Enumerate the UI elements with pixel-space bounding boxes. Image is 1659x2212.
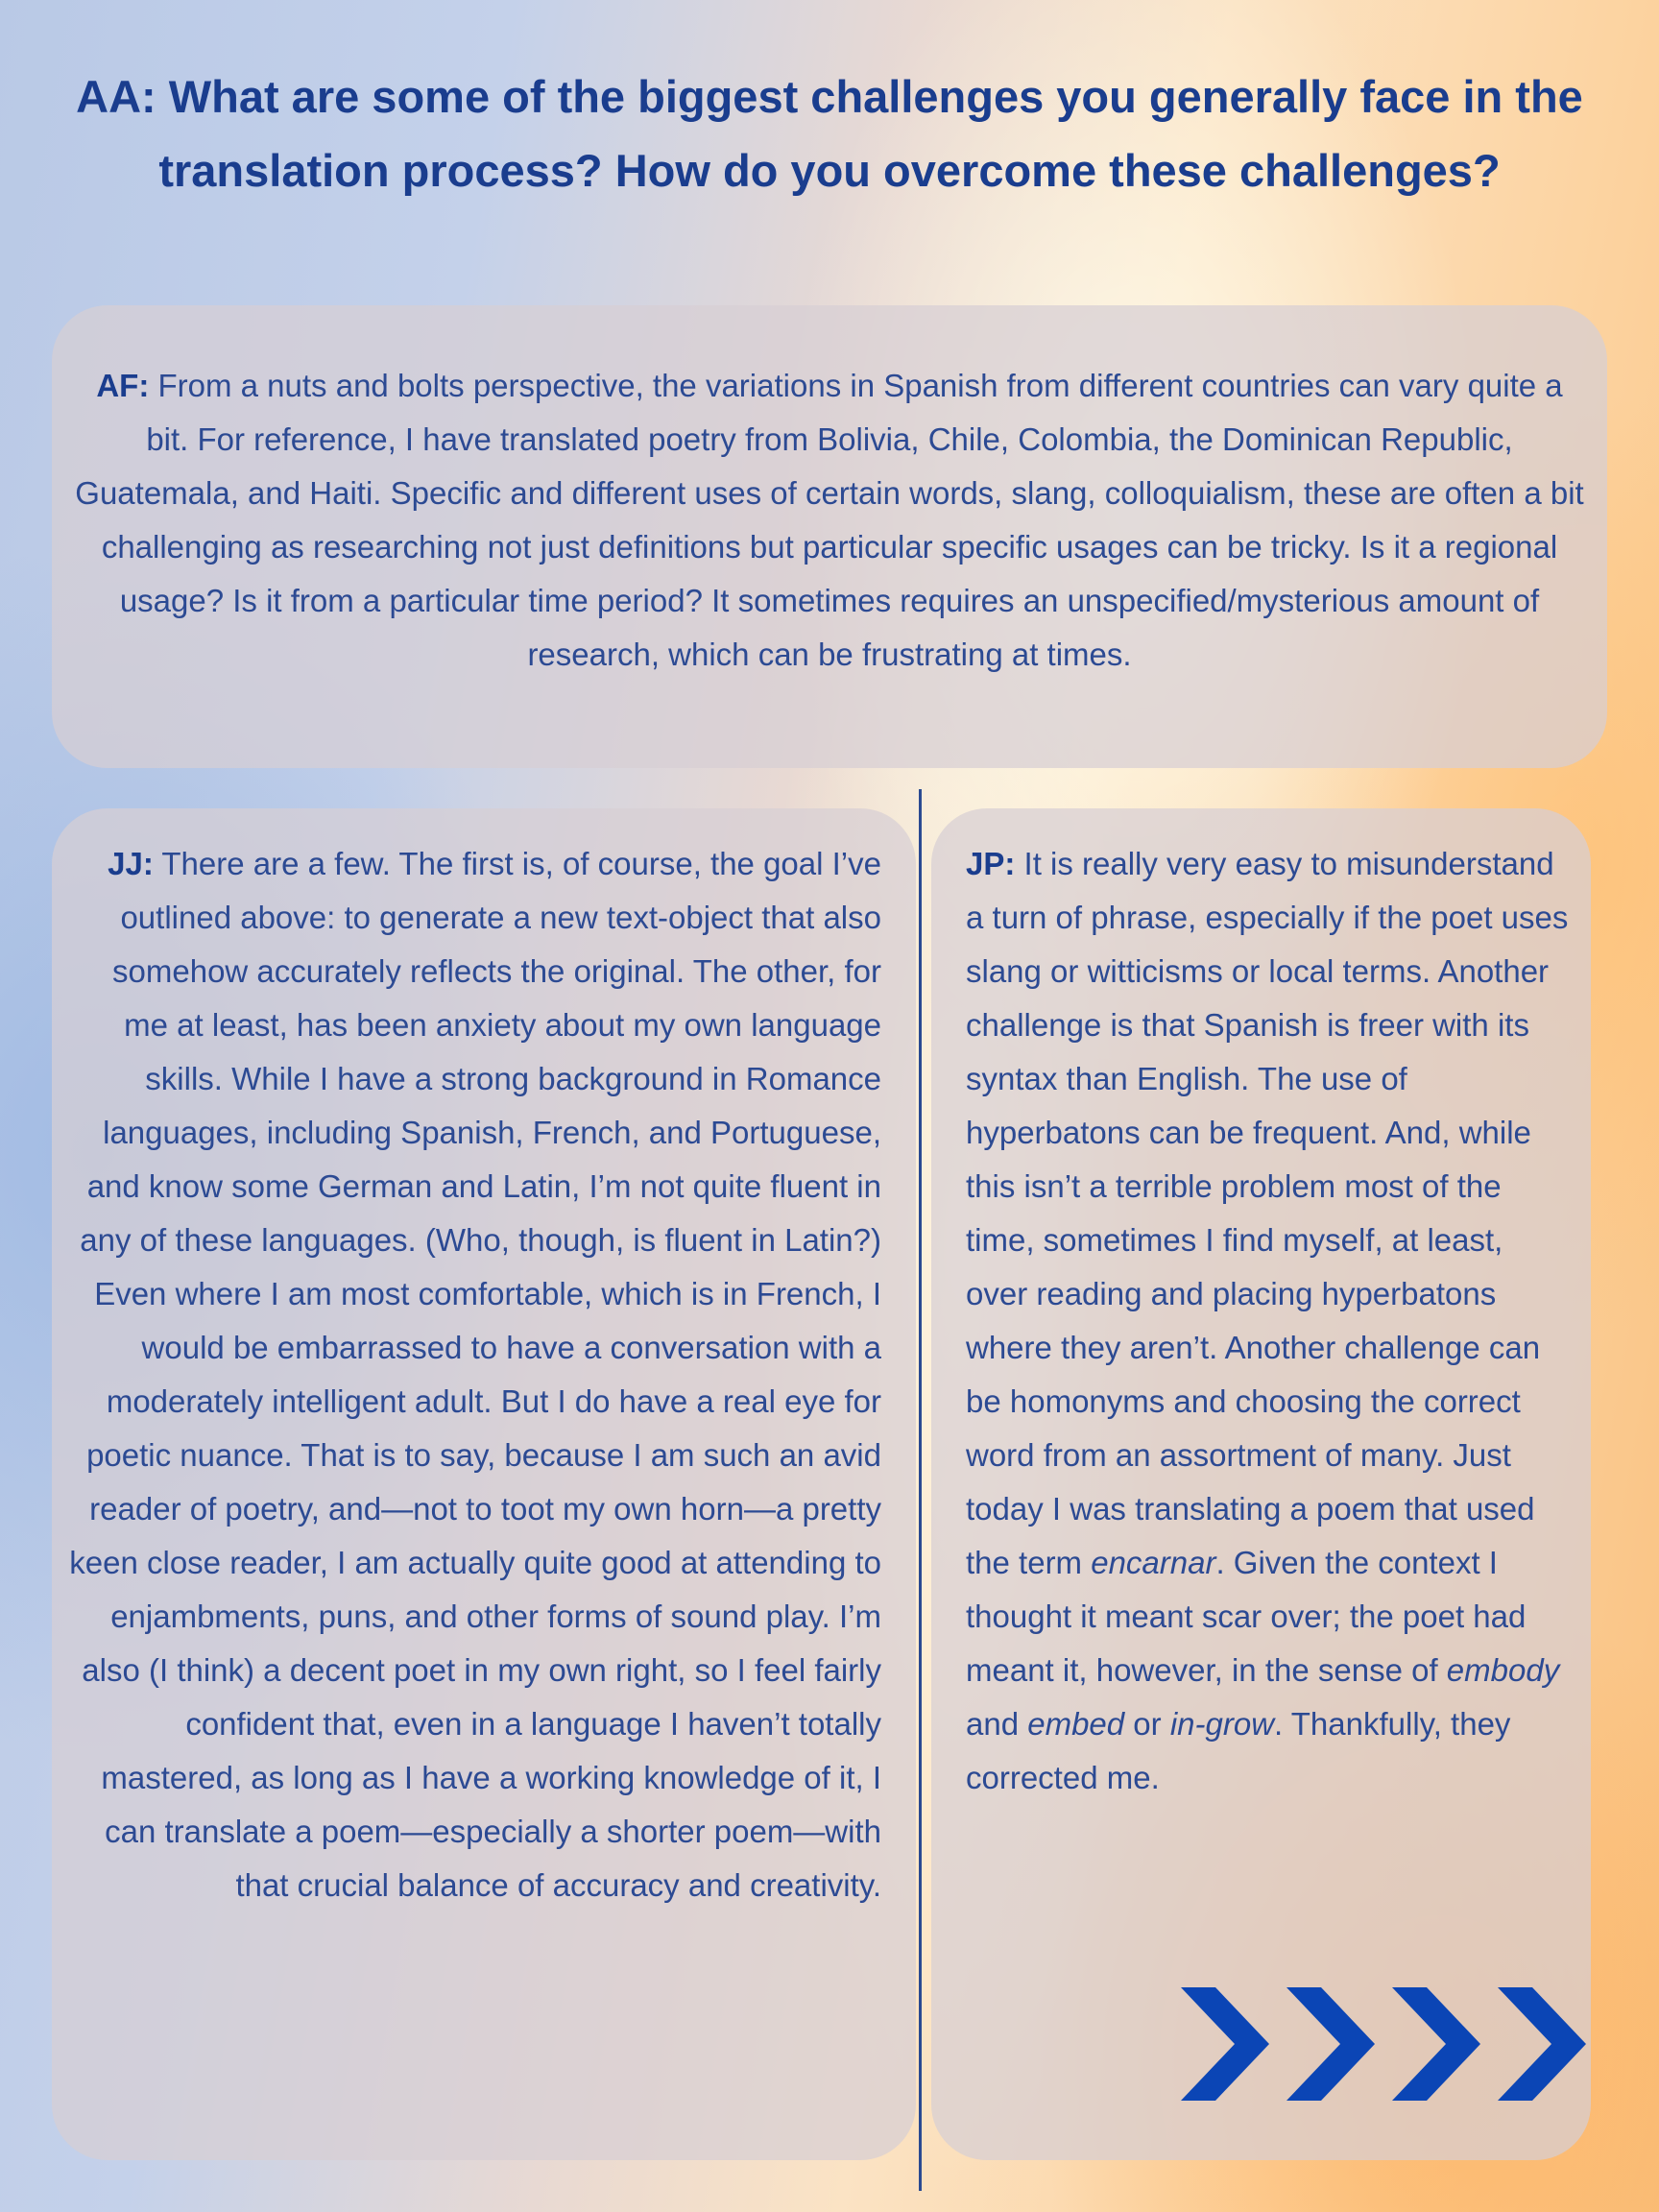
speaker-label-jp: JP: xyxy=(966,846,1016,881)
next-page-chevrons[interactable] xyxy=(1181,1987,1588,2101)
answer-text-jp-part4: or xyxy=(1124,1706,1170,1742)
answer-jj xyxy=(65,837,881,1912)
term-embed: embed xyxy=(1027,1706,1125,1742)
speaker-label-af: AF: xyxy=(96,368,150,403)
answer-text-jp-part1: It is really very easy to misunderstand a turn of phrase, especially if the poet uses slang or witticisms or local terms. Another challenge is that Spanish is freer with its syntax than English. The use of hyperbatons can be frequent. And, while this isn’t a terrible problem most of the time, sometimes I find myself, at least, over reading and placing hyperbatons where they aren’t. Another challenge can be homonyms and choosing the correct word from an assortment of many. Just today I was translating a poem that used the term xyxy=(966,846,1569,1580)
chevron-right-icon xyxy=(1498,1987,1586,2101)
term-embody: embody xyxy=(1446,1652,1560,1688)
column-divider xyxy=(919,789,922,2191)
answer-af xyxy=(71,359,1588,682)
answer-jp xyxy=(966,837,1572,1805)
chevron-right-icon xyxy=(1181,1987,1269,2101)
chevron-right-icon xyxy=(1286,1987,1375,2101)
page-title: AA: What are some of the biggest challenges you generally face in the translation process? How do you overcome these challenges? xyxy=(76,71,1583,196)
answer-text-jj: There are a few. The first is, of course, the goal I’ve outlined above: to generate a new text-object that also somehow accurately reflects the original. The other, for me at least, has been anxiety about my own language skills. While I have a strong background in Romance languages, including Spanish, French, and Portuguese, and know some German and Latin, I’m not quite fluent in any of these languages. (Who, though, is fluent in Latin?) Even where I am most comfortable, which is in French, I would be embarrassed to have a conversation with a moderately intelligent adult. But I do have a real eye for poetic nuance. That is to say, because I am such an avid reader of poetry, and—not to toot my own horn—a pretty keen close reader, I am actually quite good at attending to enjambments, puns, and other forms of sound play. I’m also (I think) a decent poet in my own right, so I feel fairly confident that, even in a language I haven’t totally mastered, as long as I have a working knowledge of it, I can translate a poem—especially a shorter poem—with that crucial balance of accuracy and creativity. xyxy=(69,846,881,1903)
answer-text-jp-part2: . Given the context I thought it meant scar over; the poet had meant it, however, in the sense of xyxy=(966,1545,1527,1688)
speaker-label-jj: JJ: xyxy=(108,846,154,881)
answer-card-jp xyxy=(931,808,1591,2160)
answer-text-jp-part5: . Thankfully, they corrected me. xyxy=(966,1706,1511,1795)
answer-text-jp-part3: and xyxy=(966,1706,1028,1742)
answer-card-jj xyxy=(52,808,916,2160)
answer-card-af xyxy=(52,305,1607,768)
chevron-right-icon xyxy=(1392,1987,1480,2101)
term-encarnar: encarnar xyxy=(1091,1545,1216,1580)
answer-text-af: From a nuts and bolts perspective, the variations in Spanish from different countries can vary quite a bit. For reference, I have translated poetry from Bolivia, Chile, Colombia, the Dominican Republic, Guatemala, and Haiti. Specific and different uses of certain words, slang, colloquialism, these are often a bit challenging as researching not just definitions but particular specific usages can be tricky. Is it a regional usage? Is it from a particular time period? It sometimes requires an unspecified/mysterious amount of research, which can be frustrating at times. xyxy=(75,368,1584,672)
term-in-grow: in-grow xyxy=(1169,1706,1275,1742)
